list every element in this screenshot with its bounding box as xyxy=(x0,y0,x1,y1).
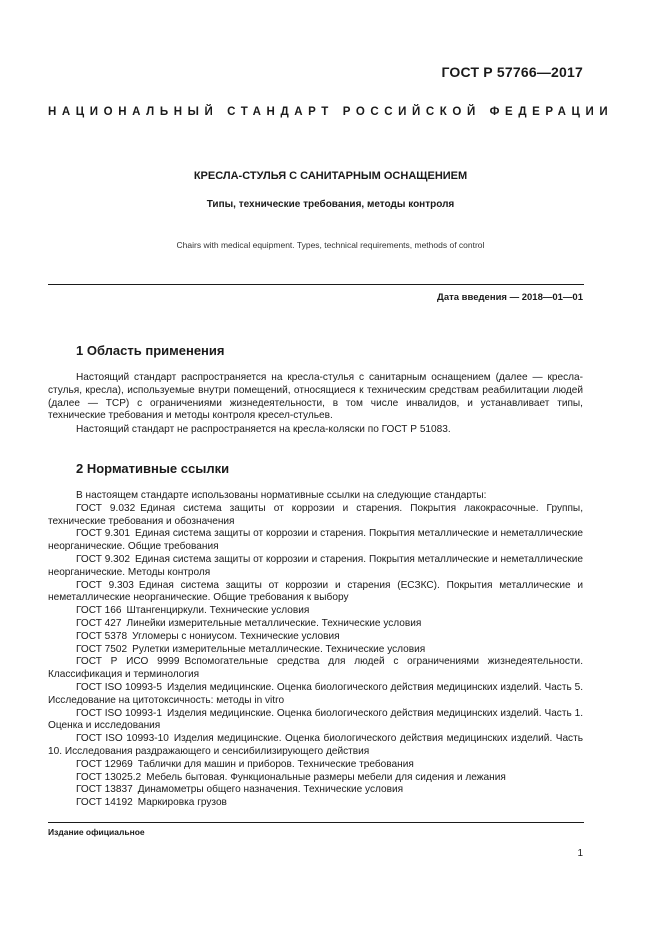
reference-title: Единая система защиты от коррозии и старения. Покрытия лакокрасочные. Группы, технические требования и обозначения xyxy=(48,502,583,527)
reference-code: ГОСТ 14192 xyxy=(76,797,133,809)
section-1-heading: 1 Область применения xyxy=(76,343,225,358)
reference-title: Штангенциркули. Технические условия xyxy=(126,605,310,617)
reference-code: ГОСТ 9.301 xyxy=(76,528,131,540)
normative-references-list xyxy=(48,490,583,810)
reference-title: Изделия медицинские. Оценка биологического действия медицинских изделий. Часть 5. Исследование на цитотоксичность: методы in vitro xyxy=(48,681,584,706)
reference-code: ГОСТ 166 xyxy=(76,605,122,617)
official-edition-label: Издание официальное xyxy=(48,827,145,837)
reference-title: Линейки измерительные металлические. Технические условия xyxy=(126,617,422,629)
section-1-paragraph-2: Настоящий стандарт не распространяется на кресла-коляски по ГОСТ Р 51083. xyxy=(76,424,451,435)
reference-code: ГОСТ ISO 10993-1 xyxy=(76,707,163,719)
reference-item xyxy=(48,759,583,772)
reference-code: ГОСТ 13025.2 xyxy=(76,771,142,783)
section-1-paragraph-1: Настоящий стандарт распространяется на кресла-стулья с санитарным оснащением (далее — кресла-стулья, кресла), используемые внутри помещений, относящиеся к техническим средствам реабилитации людей (далее — ТСР) с ограничениями жизнедеятельности, в том числе инвалидов, и устанавливает типы, технические требования и методы контроля кресел-стульев. xyxy=(48,372,583,422)
page-number: 1 xyxy=(577,848,583,859)
reference-code: ГОСТ ISO 10993-5 xyxy=(76,681,163,693)
reference-item xyxy=(48,554,583,580)
reference-items xyxy=(48,503,583,810)
references-intro: В настоящем стандарте использованы нормативные ссылки на следующие стандарты: xyxy=(76,490,487,501)
document-code: ГОСТ Р 57766—2017 xyxy=(441,64,583,80)
reference-code: ГОСТ 7502 xyxy=(76,643,128,655)
reference-item xyxy=(48,682,583,708)
footer-divider xyxy=(48,822,584,823)
english-title: Chairs with medical equipment. Types, technical requirements, methods of control xyxy=(176,240,485,250)
reference-item xyxy=(48,605,583,618)
introduction-date: Дата введения — 2018—01—01 xyxy=(437,292,583,303)
reference-item xyxy=(48,631,583,644)
reference-code: ГОСТ 12969 xyxy=(76,758,133,770)
reference-title: Мебель бытовая. Функциональные размеры мебели для сидения и лежания xyxy=(146,771,506,783)
document-title: КРЕСЛА-СТУЛЬЯ С САНИТАРНЫМ ОСНАЩЕНИЕМ xyxy=(193,170,468,182)
reference-title: Маркировка грузов xyxy=(137,797,227,809)
reference-code: ГОСТ 13837 xyxy=(76,784,133,796)
reference-title: Угломеры с нониусом. Технические условия xyxy=(132,630,340,642)
reference-code: ГОСТ 9.303 xyxy=(76,579,134,591)
reference-item xyxy=(48,733,583,759)
reference-title: Рулетки измерительные металлические. Технические условия xyxy=(132,643,426,655)
reference-item xyxy=(48,644,583,657)
reference-title: Единая система защиты от коррозии и старения. Покрытия металлические и неметаллические неорганические. Методы контроля xyxy=(48,553,584,578)
reference-code: ГОСТ ISO 10993-10 xyxy=(76,733,169,745)
reference-title: Изделия медицинские. Оценка биологического действия медицинских изделий. Часть 1. Оценка и исследования xyxy=(48,707,584,732)
reference-item xyxy=(48,708,583,734)
reference-item xyxy=(48,772,583,785)
reference-title: Единая система защиты от коррозии и старения. Покрытия металлические и неметаллические неорганические. Общие требования xyxy=(48,528,584,553)
reference-title: Таблички для машин и приборов. Технические требования xyxy=(137,758,414,770)
document-subtitle: Типы, технические требования, методы контроля xyxy=(206,199,455,210)
reference-code: ГОСТ 9.032 xyxy=(76,502,136,514)
reference-item xyxy=(48,656,583,682)
reference-title: Вспомогательные средства для людей с ограничениями жизнедеятельности. Классификация и терминология xyxy=(48,656,583,681)
reference-code: ГОСТ 5378 xyxy=(76,630,128,642)
reference-code: ГОСТ Р ИСО 9999 xyxy=(76,656,180,668)
reference-item xyxy=(48,503,583,529)
title-divider xyxy=(48,284,584,285)
reference-item xyxy=(48,580,583,606)
reference-item xyxy=(48,618,583,631)
reference-title: Динамометры общего назначения. Технические условия xyxy=(137,784,404,796)
reference-item xyxy=(48,797,583,810)
reference-code: ГОСТ 9.302 xyxy=(76,553,131,565)
reference-title: Единая система защиты от коррозии и старения (ЕСЗКС). Покрытия металлические и неметаллические неорганические. Общие требования к выбору xyxy=(48,579,583,604)
national-standard-banner: НАЦИОНАЛЬНЫЙ СТАНДАРТ РОССИЙСКОЙ ФЕДЕРАЦИИ xyxy=(48,106,614,118)
reference-title: Изделия медицинские. Оценка биологического действия медицинских изделий. Часть 10. Исследования раздражающего и сенсибилизирующего действия xyxy=(48,733,583,757)
section-2-heading: 2 Нормативные ссылки xyxy=(76,461,230,476)
reference-item xyxy=(48,784,583,797)
reference-code: ГОСТ 427 xyxy=(76,617,122,629)
reference-item xyxy=(48,528,583,554)
